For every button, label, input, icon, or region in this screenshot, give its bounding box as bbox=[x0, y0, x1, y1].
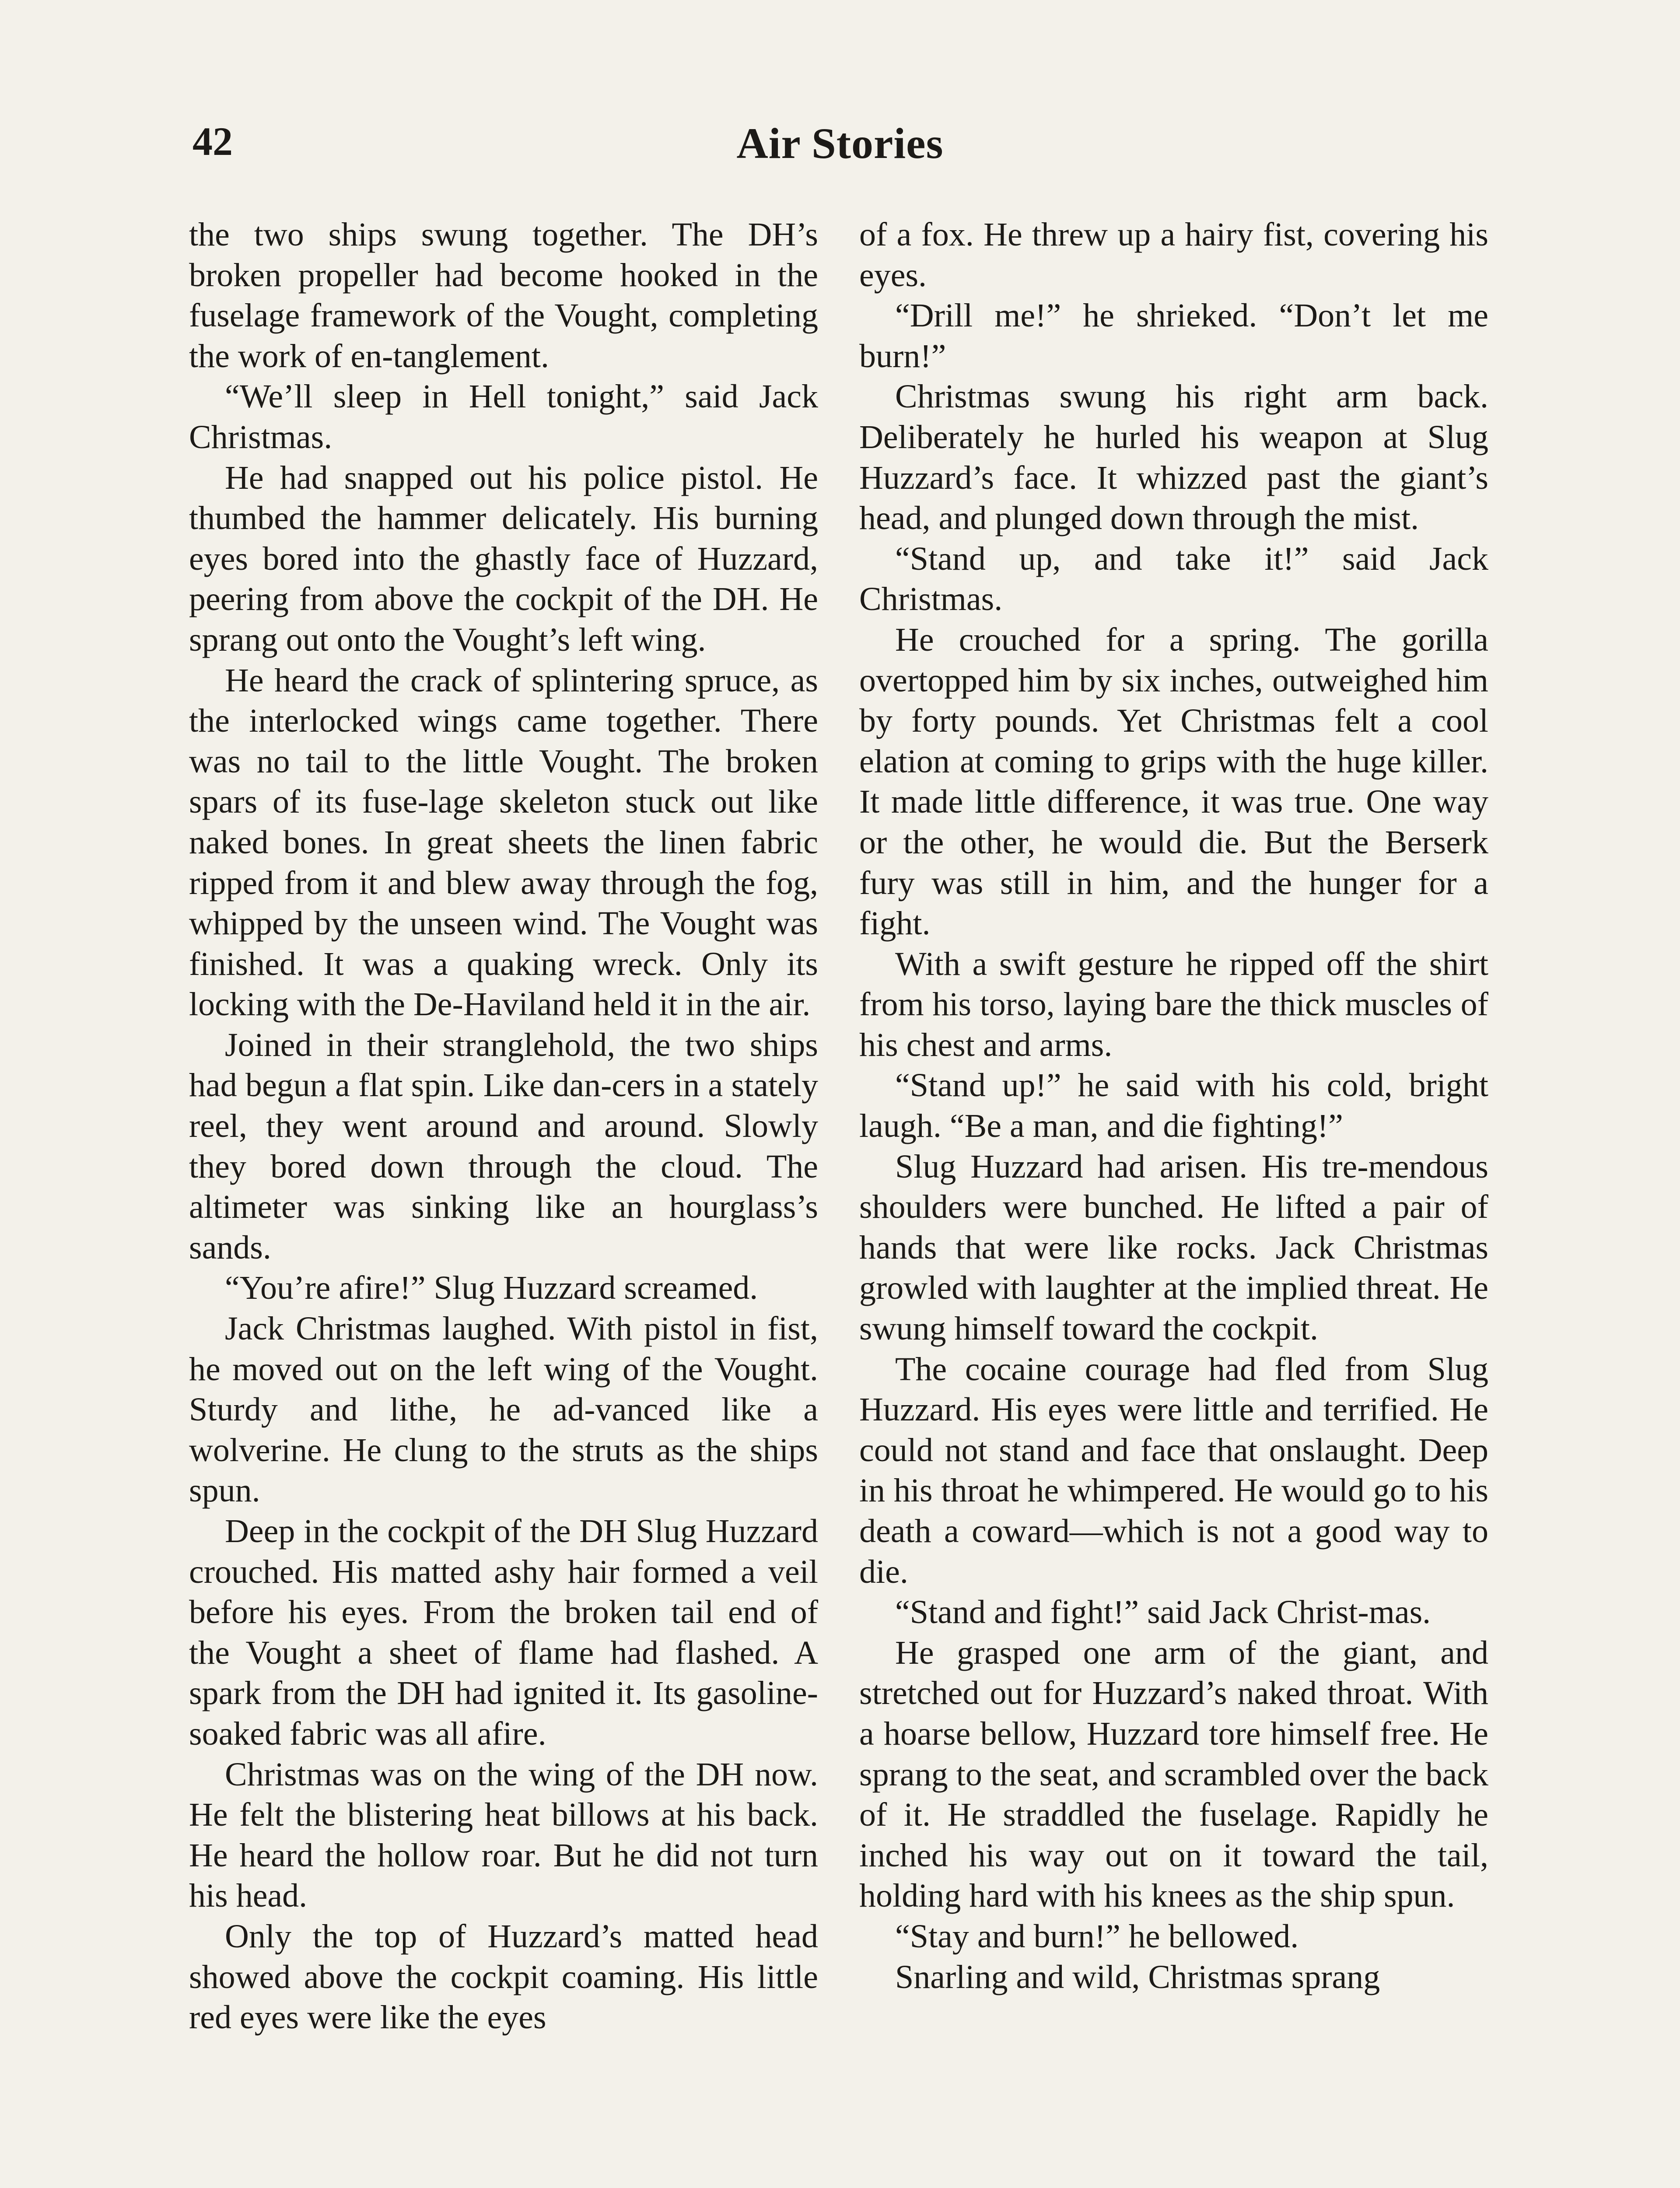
paragraph: Slug Huzzard had arisen. His tre-mendous shoulders were bunched. He lifted a pair of hands that were like rocks. Jack Christmas growled with laughter at the implied threat. He swung himself toward the cockpit. bbox=[859, 1148, 1488, 1347]
paragraph: “Stand up, and take it!” said Jack Christmas. bbox=[859, 540, 1488, 618]
paragraph: Only the top of Huzzard’s matted head showed above the cockpit coaming. His little red eyes were like the eyes bbox=[189, 1918, 818, 2036]
left-column bbox=[189, 214, 818, 2038]
paragraph: He grasped one arm of the giant, and stretched out for Huzzard’s naked throat. With a hoarse bellow, Huzzard tore himself free. He sprang to the seat, and scrambled over the back of it. He straddled the fuselage. Rapidly he inched his way out on it toward the tail, holding hard with his knees as the ship spun. bbox=[859, 1634, 1488, 1914]
paragraph: “We’ll sleep in Hell tonight,” said Jack Christmas. bbox=[189, 378, 818, 456]
paragraph: “Stand and fight!” said Jack Christ-mas. bbox=[895, 1594, 1431, 1631]
paragraph: “You’re afire!” Slug Huzzard screamed. bbox=[225, 1269, 758, 1307]
paragraph: “Stay and burn!” he bellowed. bbox=[895, 1918, 1299, 1955]
paragraph: Christmas was on the wing of the DH now. He felt the blistering heat billows at his back. He heard the hollow roar. But he did not turn his head. bbox=[189, 1756, 818, 1914]
paragraph: of a fox. He threw up a hairy fist, covering his eyes. bbox=[859, 216, 1488, 294]
paragraph: Joined in their stranglehold, the two ships had begun a flat spin. Like dan-cers in a stately reel, they went around and around. Slowly they bored down through the cloud. The altimeter was sinking like an hourglass’s sands. bbox=[189, 1026, 818, 1266]
right-column bbox=[859, 214, 1488, 1997]
paragraph: Deep in the cockpit of the DH Slug Huzzard crouched. His matted ashy hair formed a veil before his eyes. From the broken tail end of the Vought a sheet of flame had flashed. A spark from the DH had ignited it. Its gasoline-soaked fabric was all afire. bbox=[189, 1513, 818, 1752]
paragraph: Snarling and wild, Christmas sprang bbox=[895, 1958, 1380, 1995]
paragraph: Christmas swung his right arm back. Deliberately he hurled his weapon at Slug Huzzard’s face. It whizzed past the giant’s head, and plunged down through the mist. bbox=[859, 378, 1488, 537]
page-number: 42 bbox=[192, 119, 233, 164]
paragraph: He crouched for a spring. The gorilla overtopped him by six inches, outweighed him by forty pounds. Yet Christmas felt a cool elation at coming to grips with the huge killer. It made little difference, it was true. One way or the other, he would die. But the Berserk fury was still in him, and the hunger for a fight. bbox=[859, 621, 1488, 942]
paragraph: He had snapped out his police pistol. He thumbed the hammer delicately. His burning eyes bored into the ghastly face of Huzzard, peering from above the cockpit of the DH. He sprang out onto the Vought’s left wing. bbox=[189, 459, 818, 658]
paragraph: Jack Christmas laughed. With pistol in fist, he moved out on the left wing of the Vought. Sturdy and lithe, he ad-vanced like a wolverine. He clung to the struts as the ships spun. bbox=[189, 1310, 818, 1509]
paragraph: “Stand up!” he said with his cold, bright laugh. “Be a man, and die fighting!” bbox=[859, 1067, 1488, 1145]
paragraph: He heard the crack of splintering spruce, as the interlocked wings came together. There was no tail to the little Vought. The broken spars of its fuse-lage skeleton stuck out like naked bones. In great sheets the linen fabric ripped from it and blew away through the fog, whipped by the unseen wind. The Vought was finished. It was a quaking wreck. Only its locking with the De-Haviland held it in the air. bbox=[189, 662, 818, 1023]
paragraph: “Drill me!” he shrieked. “Don’t let me burn!” bbox=[859, 297, 1488, 375]
paragraph: the two ships swung together. The DH’s broken propeller had become hooked in the fuselage framework of the Vought, completing the work of en-tanglement. bbox=[189, 216, 818, 375]
paragraph: The cocaine courage had fled from Slug Huzzard. His eyes were little and terrified. He could not stand and face that onslaught. Deep in his throat he whimpered. He would go to his death a coward—which is not a good way to die. bbox=[859, 1350, 1488, 1590]
paragraph: With a swift gesture he ripped off the shirt from his torso, laying bare the thick muscles of his chest and arms. bbox=[859, 945, 1488, 1063]
running-head: Air Stories bbox=[736, 119, 944, 168]
